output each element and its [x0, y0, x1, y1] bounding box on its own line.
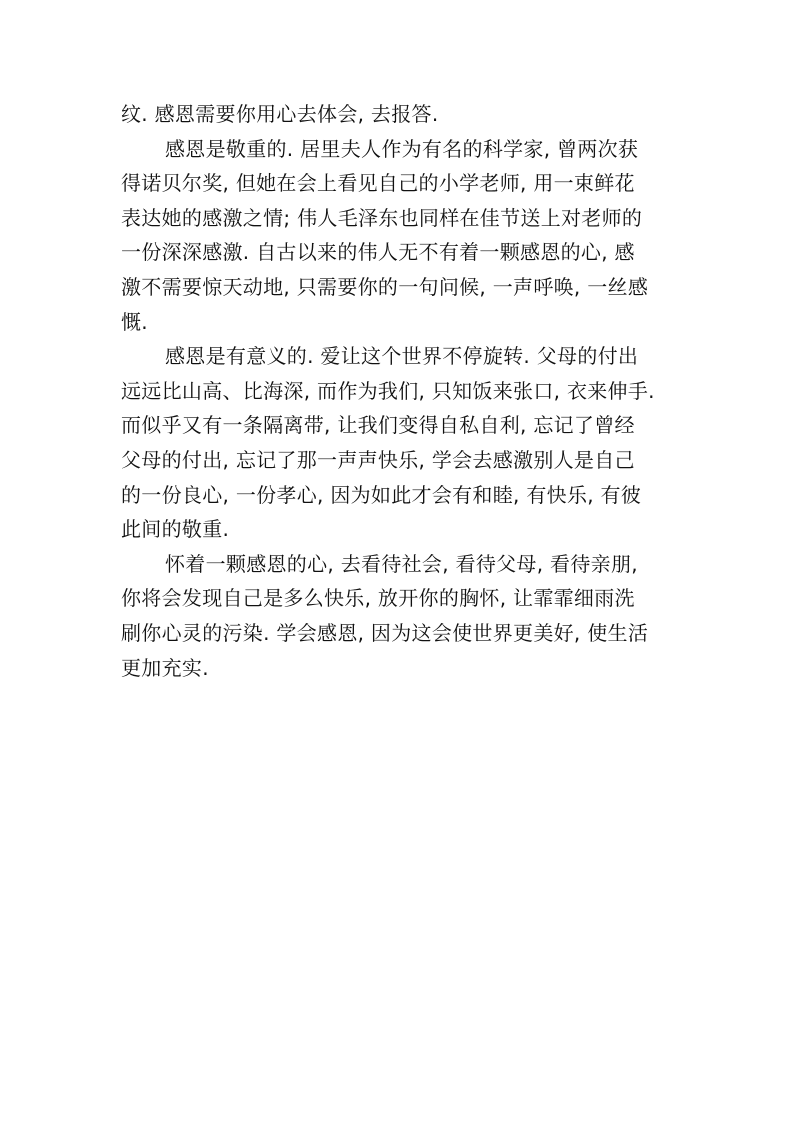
text-line: 而似乎又有一条隔离带, 让我们变得自私自利, 忘记了曾经: [121, 413, 635, 438]
text-line: 此间的敬重.: [121, 517, 230, 542]
text-line: 更加充实.: [121, 655, 209, 680]
paragraph-2: [121, 132, 681, 340]
text-line: 父母的付出, 忘记了那一声声快乐, 学会去感激别人是自己: [121, 447, 635, 472]
text-line: 纹. 感恩需要你用心去体会, 去报答.: [121, 102, 439, 126]
paragraph-1: [121, 97, 681, 132]
text-line: 慨.: [121, 309, 148, 334]
text-line: 你将会发现自己是多么快乐, 放开你的胸怀, 让霏霏细雨洗: [121, 586, 635, 611]
text-line: 刷你心灵的污染. 学会感恩, 因为这会使世界更美好, 使生活: [121, 620, 649, 645]
text-line: 的一份良心, 一份孝心, 因为如此才会有和睦, 有快乐, 有彼: [121, 482, 642, 507]
text-line: 感恩是敬重的. 居里夫人作为有名的科学家, 曾两次获: [165, 136, 639, 161]
text-line: 表达她的感激之情; 伟人毛泽东也同样在佳节送上对老师的: [121, 205, 643, 230]
text-line: 怀着一颗感恩的心, 去看待社会, 看待父母, 看待亲朋,: [165, 551, 638, 576]
paragraph-4: [121, 547, 681, 685]
text-line: 感恩是有意义的. 爱让这个世界不停旋转. 父母的付出: [165, 344, 639, 369]
text-line: 一份深深感激. 自古以来的伟人无不有着一颗感恩的心, 感: [121, 240, 635, 265]
body-text: [121, 97, 681, 685]
text-line: 激不需要惊天动地, 只需要你的一句问候, 一声呼唤, 一丝感: [121, 274, 649, 299]
text-line: 远远比山高、比海深, 而作为我们, 只知饭来张口, 衣来伸手.: [121, 378, 655, 403]
paragraph-3: [121, 339, 681, 547]
text-line: 得诺贝尔奖, 但她在会上看见自己的小学老师, 用一束鲜花: [121, 171, 635, 196]
